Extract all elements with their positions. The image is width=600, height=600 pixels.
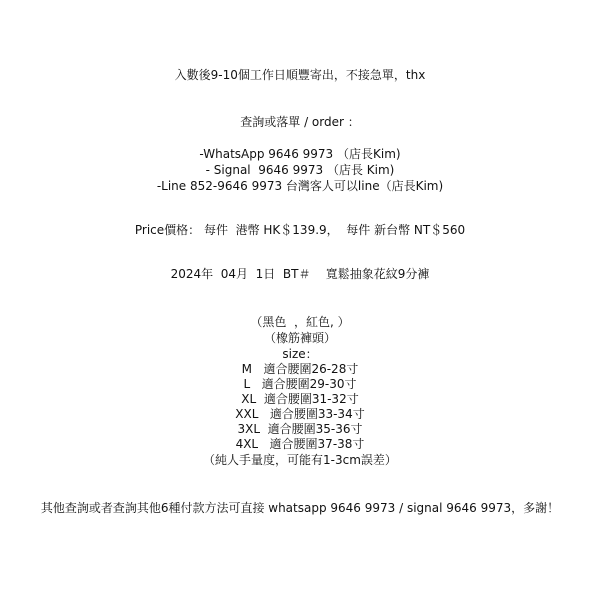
measurement-note: （純人手量度，可能有1-3cm誤差）	[203, 453, 397, 467]
signal-contact: - Signal 9646 9973 （店長 Kim)	[205, 163, 395, 177]
size-row-3xl: 3XL 適合腰圍35-36寸	[237, 422, 363, 436]
product-line: 2024年 04月 1日 BT＃ 寬鬆抽象花紋9分褲	[170, 267, 430, 281]
size-row-xl: XL 適合腰圍31-32寸	[241, 392, 359, 406]
size-row-m: M 適合腰圍26-28寸	[241, 362, 359, 376]
whatsapp-contact: -WhatsApp 9646 9973 （店長Kim)	[199, 147, 401, 161]
size-row-4xl: 4XL 適合腰圍37-38寸	[235, 437, 365, 451]
enquiry-heading: 查詢或落單 / order ：	[240, 115, 360, 129]
shipping-notice: 入數後9-10個工作日順豐寄出，不接急單，thx	[174, 68, 426, 82]
size-row-xxl: XXL 適合腰圍33-34寸	[235, 407, 365, 421]
size-row-l: L 適合腰圍29-30寸	[243, 377, 357, 391]
size-heading: size：	[282, 347, 318, 361]
price-line: Price價格： 每件 港幣 HK＄139.9， 每件 新台幣 NT＄560	[134, 223, 466, 237]
waistband-note: （橡筋褲頭）	[263, 331, 336, 345]
line-contact: -Line 852-9646 9973 台灣客人可以line（店長Kim)	[156, 179, 444, 193]
color-options: （黑色 ，紅色, ）	[250, 315, 350, 329]
payment-footer: 其他查詢或者查詢其他6種付款方法可直接 whatsapp 9646 9973 / signal 9646 9973，多謝！	[40, 501, 560, 515]
